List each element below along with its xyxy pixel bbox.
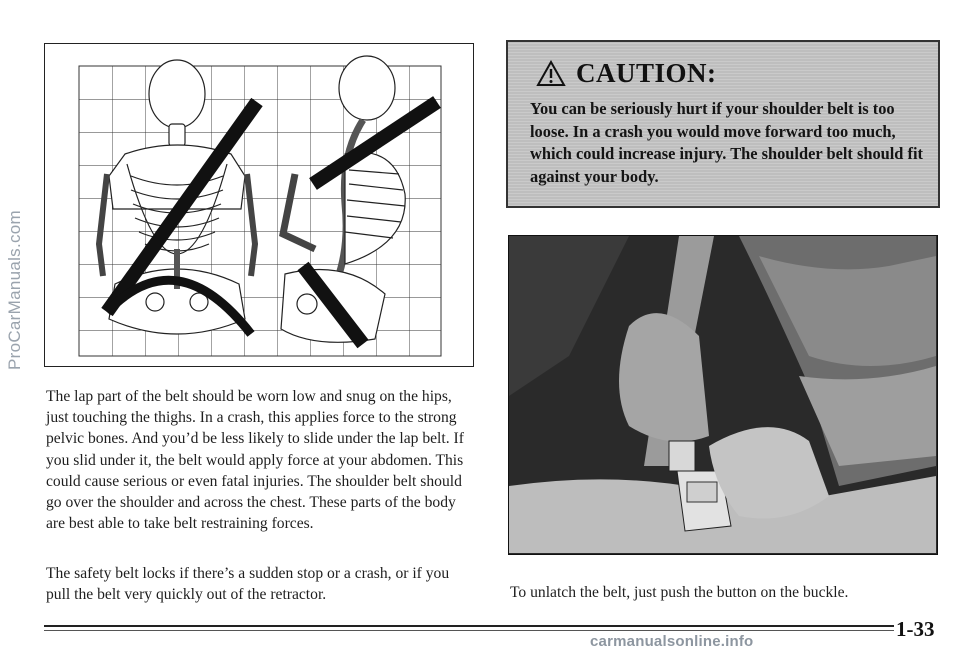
- caution-box: [506, 40, 940, 208]
- photo-caption: To unlatch the belt, just push the button on the buckle.: [510, 584, 849, 601]
- lap-belt-paragraph: The lap part of the belt should be worn low and snug on the hips, just touching the thighs. In a crash, this applies force to the strong pelvic bones. And you’d be less likely to slide under the lap belt. If you slid under it, the belt would apply force at your abdomen. This could cause serious or even fatal injuries. The shoulder belt should go over the shoulder and across the chest. These parts of the body are best able to take belt restraining forces.: [46, 388, 464, 533]
- footer-rule-thin: [44, 630, 894, 631]
- footer-watermark: carmanualsonline.info: [590, 633, 754, 650]
- caution-title: CAUTION:: [576, 58, 717, 88]
- footer-rule: [44, 625, 904, 627]
- buckle-photo-svg: [509, 236, 936, 553]
- skeleton-illustration-svg: [45, 44, 472, 365]
- warning-triangle-icon: [536, 60, 566, 87]
- skeleton-belt-illustration: [44, 43, 474, 367]
- belt-lock-paragraph: The safety belt locks if there’s a sudden stop or a crash, or if you pull the belt very quickly out of the retractor.: [46, 565, 450, 604]
- buckle-photo: [508, 235, 938, 555]
- side-watermark-text: ProCarManuals.com: [5, 209, 25, 371]
- caution-text: You can be seriously hurt if your shoulder belt is too loose. In a crash you would move forward too much, which could increase injury. The shoulder belt should fit against your body.: [530, 99, 923, 186]
- page-number: 1-33: [896, 617, 935, 641]
- buckle-button: [687, 482, 717, 502]
- side-watermark: [2, 70, 28, 510]
- caution-header: [536, 58, 717, 89]
